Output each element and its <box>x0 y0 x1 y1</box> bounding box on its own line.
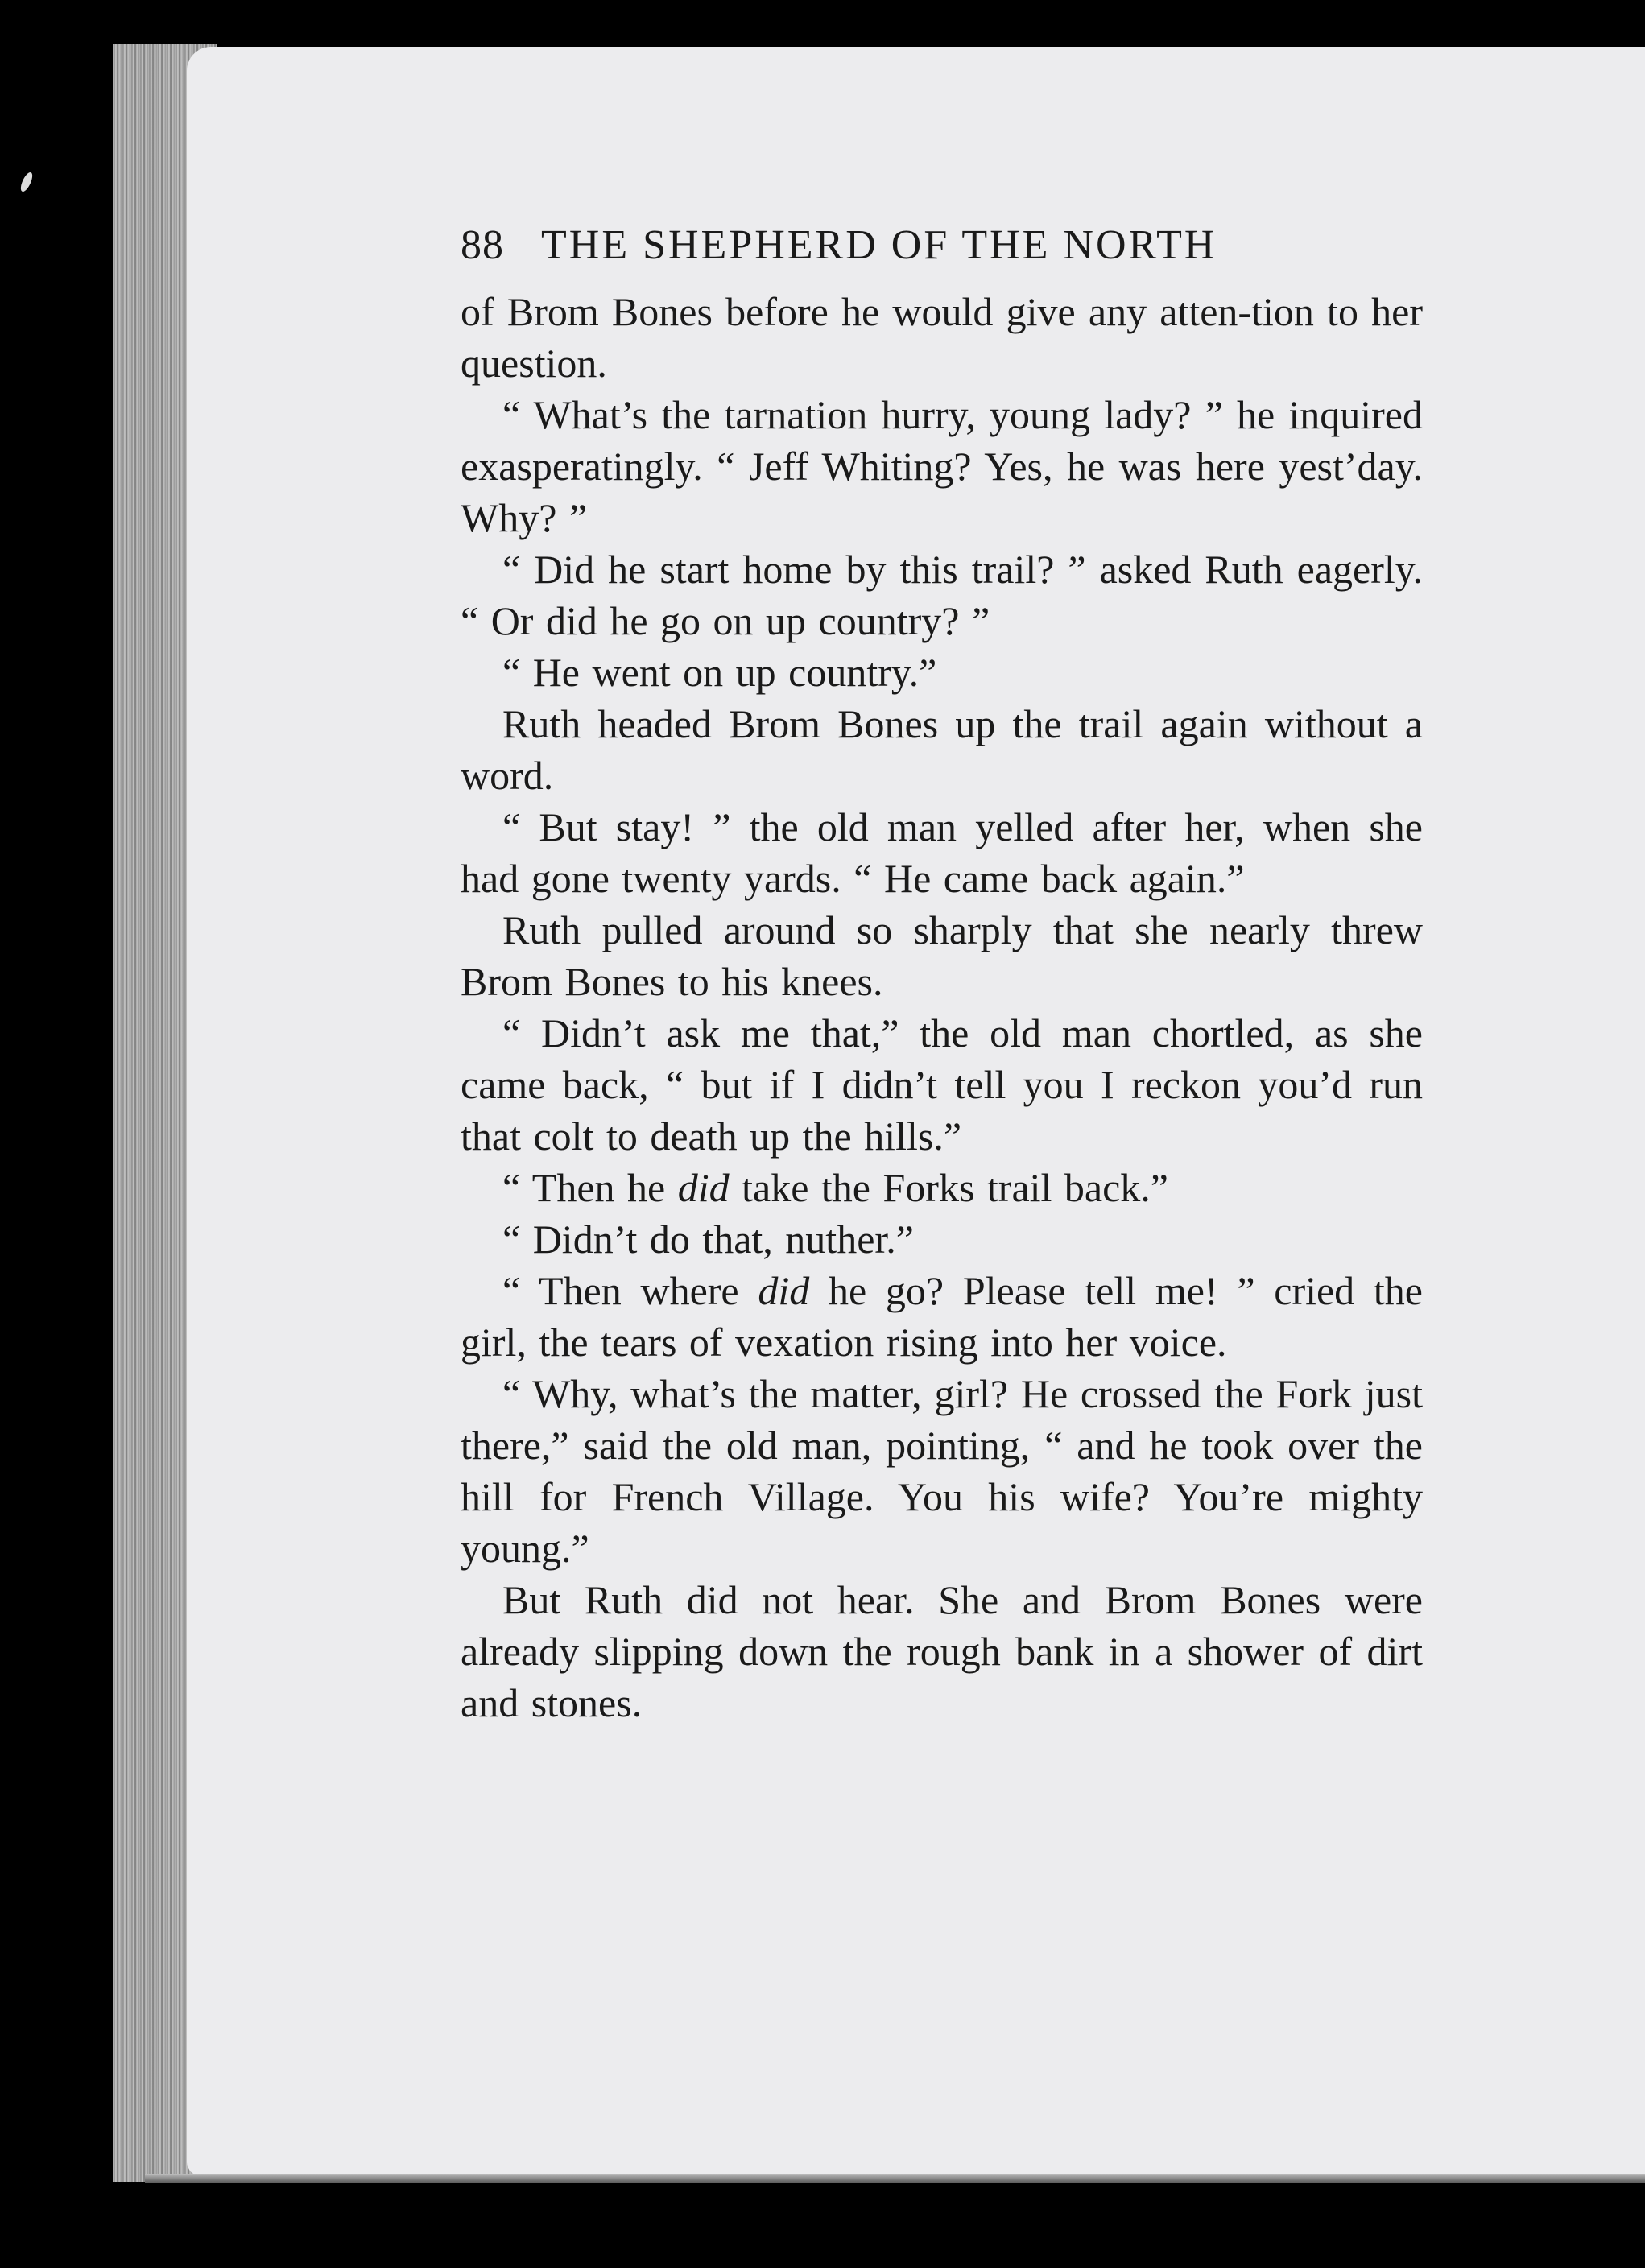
italic-text: did <box>758 1268 810 1313</box>
paragraph <box>461 698 1423 801</box>
paragraph-text: take the Forks trail back.” <box>729 1165 1168 1210</box>
paragraph-text: Ruth pulled around so sharply that she nearly threw Brom Bones to his knees. <box>461 907 1423 1004</box>
page-bottom-edge <box>145 2174 1645 2183</box>
text-block <box>461 221 1423 1729</box>
paragraph <box>461 801 1423 904</box>
paragraph <box>461 1265 1423 1368</box>
paragraph <box>461 1574 1423 1729</box>
paragraph-text: “ Did he start home by this trail? ” asked Ruth eagerly. “ Or did he go on up country? ” <box>461 547 1423 643</box>
paragraph-text: “ Then where <box>502 1268 758 1313</box>
paragraph-text: Ruth headed Brom Bones up the trail again without a word. <box>461 701 1423 798</box>
paragraph <box>461 1007 1423 1162</box>
paragraph-text: But Ruth did not hear. She and Brom Bones were already slipping down the rough bank in a shower of dirt and stones. <box>461 1577 1423 1725</box>
paragraph <box>461 286 1423 389</box>
paragraph <box>461 647 1423 698</box>
body-text <box>461 286 1423 1729</box>
paragraph-text: “ He went on up country.” <box>502 650 937 695</box>
paragraph <box>461 389 1423 543</box>
paragraph-text: of Brom Bones before he would give any atten-tion to her question. <box>461 289 1423 386</box>
paragraph-text: “ Didn’t ask me that,” the old man chortled, as she came back, “ but if I didn’t tell you I reckon you’d run that colt to death up the hills.” <box>461 1010 1423 1159</box>
paragraph <box>461 1162 1423 1213</box>
paragraph-text: “ Then he <box>502 1165 678 1210</box>
paragraph <box>461 904 1423 1007</box>
page-number: 88 <box>461 222 504 268</box>
running-head-title: THE SHEPHERD OF THE NORTH <box>541 222 1217 268</box>
paragraph <box>461 543 1423 647</box>
paragraph <box>461 1368 1423 1574</box>
paragraph-text: “ But stay! ” the old man yelled after her, when she had gone twenty yards. “ He came back again.” <box>461 804 1423 901</box>
running-head <box>461 221 1423 284</box>
paragraph-text: “ Didn’t do that, nuther.” <box>502 1217 914 1262</box>
paragraph-text: “ What’s the tarnation hurry, young lady? ” he inquired exasperatingly. “ Jeff Whiting? Yes, he was here yest’day. Why? ” <box>461 392 1423 540</box>
paragraph-text: “ Why, what’s the matter, girl? He crossed the Fork just there,” said the old man, pointing, “ and he took over the hill for French Village. You his wife? You’re mighty young.” <box>461 1371 1423 1571</box>
scan-speck <box>19 171 35 193</box>
paragraph-text: he go? Please tell me! ” cried the girl, the tears of vexation rising into her voice. <box>461 1268 1423 1365</box>
paragraph <box>461 1213 1423 1265</box>
italic-text: did <box>677 1165 730 1210</box>
